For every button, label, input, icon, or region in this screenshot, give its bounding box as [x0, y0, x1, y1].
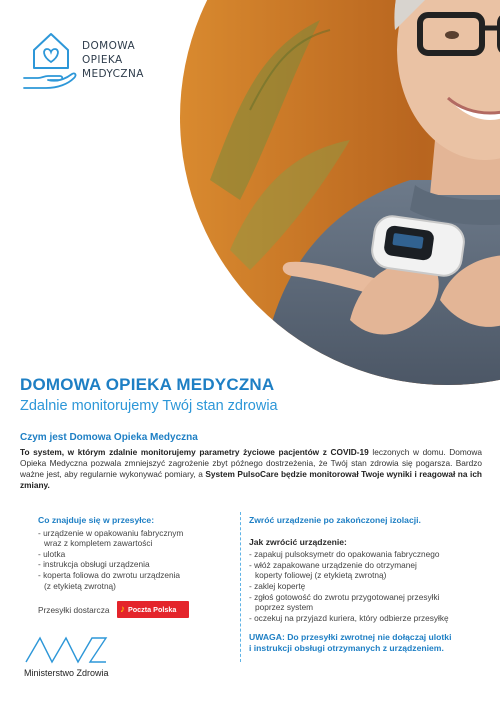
- intro-bold-end: System PulsoCare będzie monitorował Twoje wyniki i reagował na ich zmiany.: [20, 469, 482, 491]
- intro-paragraph: [20, 447, 482, 491]
- list-item: - koperta foliowa do zwrotu urządzenia: [38, 569, 181, 580]
- ministry-name: Ministerstwo Zdrowia: [24, 668, 109, 678]
- return-heading: Zwróć urządzenie po zakończonej izolacji.: [249, 515, 421, 525]
- intro-bold-lead: To system, w którym zdalnie monitorujemy parametry życiowe pacjentów z COVID-19: [20, 447, 369, 457]
- intro-heading: Czym jest Domowa Opieka Medyczna: [20, 432, 198, 443]
- brand-line-3: MEDYCZNA: [82, 68, 144, 80]
- how-to-return-heading: Jak zwrócić urządzenie:: [249, 536, 347, 547]
- package-list: [38, 528, 228, 592]
- list-item: wraz z kompletem zawartości: [44, 538, 153, 549]
- delivery-label: Przesyłki dostarcza: [38, 605, 110, 615]
- list-item: - oczekuj na przyjazd kuriera, który odbierze przesyłkę: [249, 612, 449, 623]
- list-item: koperty foliowej (z etykietą zwrotną): [255, 570, 387, 581]
- carrier-name: Poczta Polska: [128, 605, 177, 614]
- column-divider: [240, 512, 241, 662]
- package-contents: [38, 515, 228, 591]
- list-item: - ulotka: [38, 548, 66, 559]
- return-warning: [249, 632, 479, 654]
- post-horn-icon: ♪: [120, 603, 125, 615]
- brand-logo: [22, 26, 162, 96]
- brand-line-2: OPIEKA: [82, 54, 123, 66]
- intro-body: leczonych w domu. Domowa Opieka Medyczna pozwala zmniejszyć zagrożenie zbyt późnego dostrzeżenia, że Twój stan zdrowia się pogarsza. Bardzo ważne jest, aby regularnie wykonywać pomiary, a: [20, 447, 482, 480]
- list-item: - urządzenie w opakowaniu fabrycznym: [38, 527, 184, 538]
- page-title: DOMOWA OPIEKA MEDYCZNA: [20, 375, 275, 394]
- list-item: poprzez system: [255, 602, 314, 613]
- page-subtitle: Zdalnie monitorujemy Twój stan zdrowia: [20, 398, 278, 414]
- list-item: - zgłoś gotowość do zwrotu przygotowanej przesyłki: [249, 591, 440, 602]
- poczta-polska-logo: [117, 601, 189, 618]
- brand-line-1: DOMOWA: [82, 40, 136, 52]
- list-item: - zaklej kopertę: [249, 580, 306, 591]
- brand-name: [82, 39, 144, 81]
- hero-photo: [180, 0, 500, 385]
- list-item: - włóż zapakowane urządzenie do otrzymanej: [249, 559, 417, 570]
- return-instructions: [249, 515, 479, 654]
- package-heading: Co znajduje się w przesyłce:: [38, 515, 155, 525]
- warning-line-2: i instrukcji obsługi otrzymanych z urządzeniem.: [249, 643, 444, 654]
- list-item: - zapakuj pulsoksymetr do opakowania fabrycznego: [249, 549, 440, 560]
- warning-line-1: UWAGA: Do przesyłki zwrotnej nie dołączaj ulotki: [249, 632, 452, 643]
- house-heart-hand-icon: [22, 26, 78, 96]
- list-item: (z etykietą zwrotną): [44, 580, 116, 591]
- return-steps: [249, 549, 479, 623]
- list-item: - instrukcja obsługi urządzenia: [38, 559, 150, 570]
